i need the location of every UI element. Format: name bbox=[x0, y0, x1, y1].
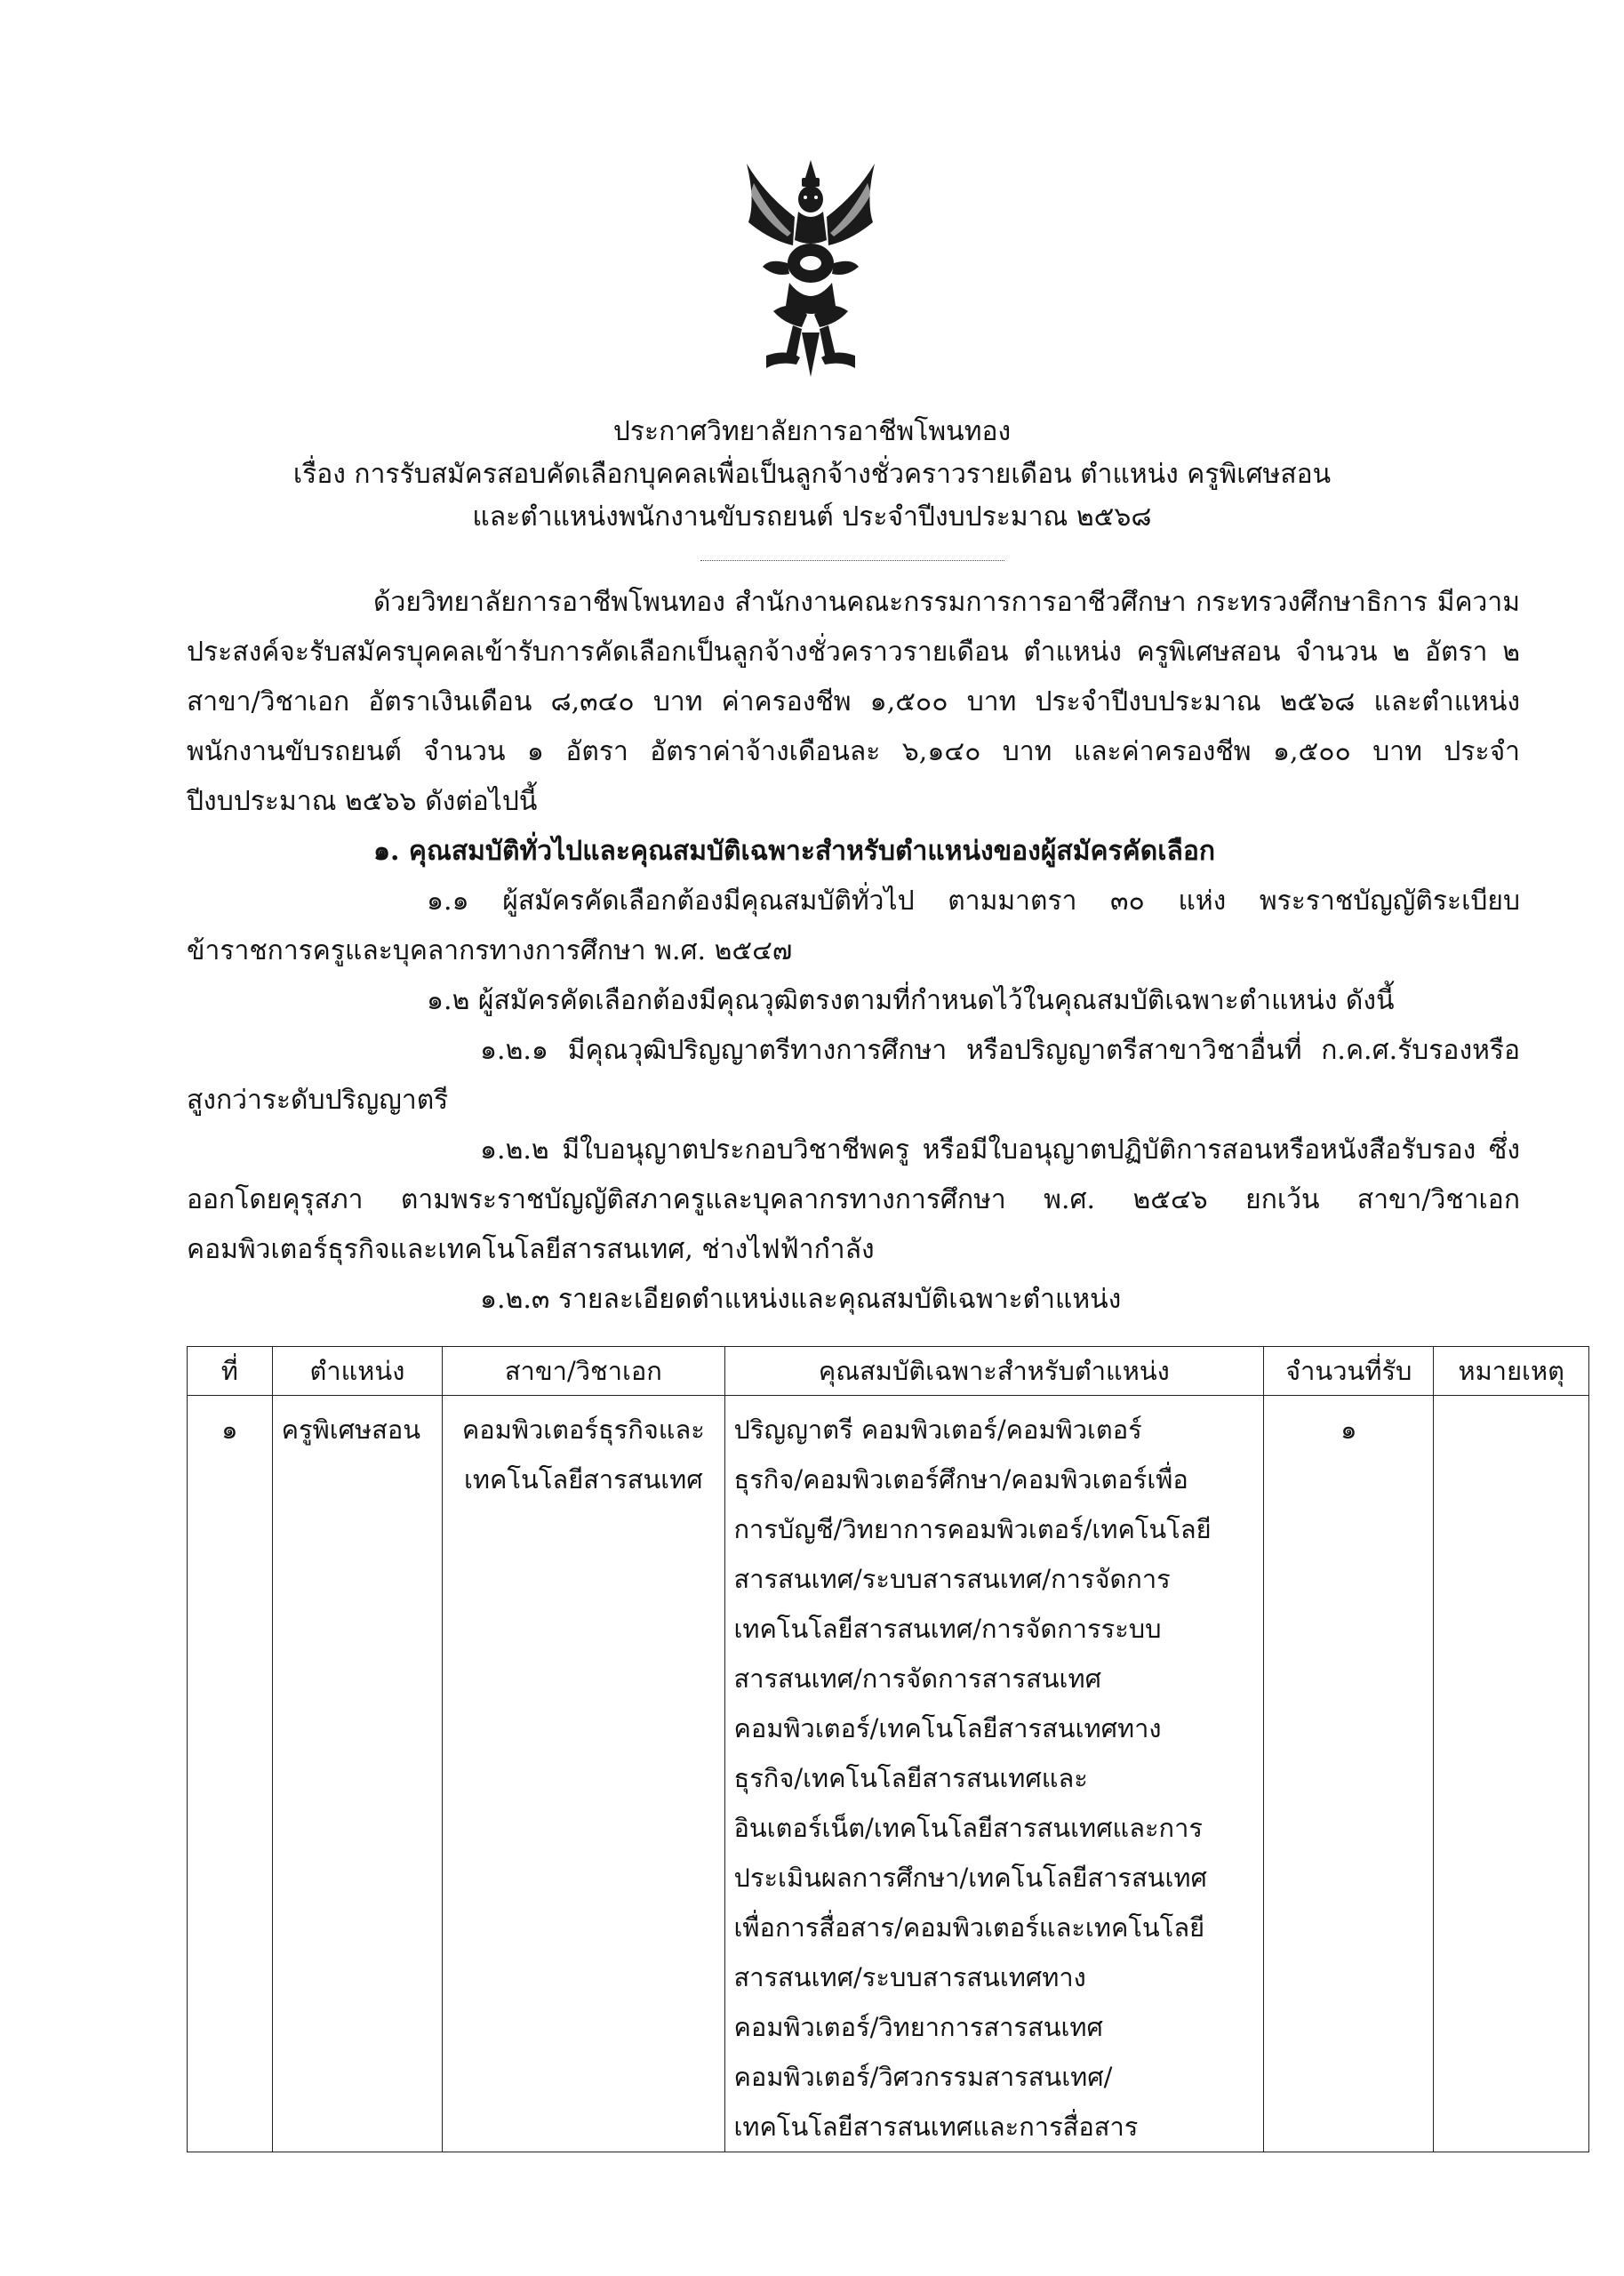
col-header-remark: หมายเหตุ bbox=[1434, 1347, 1589, 1396]
cell-no: ๑ bbox=[188, 1396, 273, 2152]
clause-1-2-1: ๑.๒.๑ มีคุณวุฒิปริญญาตรีทางการศึกษา หรือปริญญาตรีสาขาวิชาอื่นที่ ก.ค.ศ.รับรองหรือ สูงกว่าระดับปริญญาตรี bbox=[187, 1035, 1520, 1116]
qualification-table bbox=[187, 1346, 1589, 2152]
qualification-line: เทคโนโลยีสารสนเทศและการสื่อสาร bbox=[733, 2112, 1139, 2142]
qualification-line: ธุรกิจ/คอมพิวเตอร์ศึกษา/คอมพิวเตอร์เพื่อ bbox=[733, 1464, 1188, 1495]
qualification-line: ปริญญาตรี คอมพิวเตอร์/คอมพิวเตอร์ bbox=[733, 1414, 1142, 1445]
intro-paragraph: ด้วยวิทยาลัยการอาชีพโพนทอง สำนักงานคณะกรรมการการอาชีวศึกษา กระทรวงศึกษาธิการ มีความประสงค์จะรับสมัครบุคคลเข้ารับการคัดเลือกเป็นลูกจ้างชั่วคราวรายเดือน ตำแหน่ง ครูพิเศษสอน จำนวน ๒ อัตรา ๒ สาขา/วิชาเอก อัตราเงินเดือน ๘,๓๔๐ บาท ค่าครองชีพ ๑,๕๐๐ บาท ประจำปีงบประมาณ ๒๕๖๘ และตำแหน่ง พนักงานขับรถยนต์ จำนวน ๑ อัตรา อัตราค่าจ้างเดือนละ ๖,๑๔๐ บาท และค่าครองชีพ ๑,๕๐๐ บาท ประจำปีงบประมาณ ๒๕๖๖ ดังต่อไปนี้ bbox=[187, 587, 1520, 817]
table-row bbox=[188, 1396, 1589, 2152]
qualification-line: การบัญชี/วิทยาการคอมพิวเตอร์/เทคโนโลยี bbox=[733, 1514, 1212, 1544]
announcement-body bbox=[187, 578, 1520, 1325]
announcement-header bbox=[160, 411, 1464, 539]
col-header-qualification: คุณสมบัติเฉพาะสำหรับตำแหน่ง bbox=[724, 1347, 1264, 1396]
qualification-line: ธุรกิจ/เทคโนโลยีสารสนเทศและ bbox=[733, 1763, 1088, 1793]
clause-1-2-3: ๑.๒.๓ รายละเอียดตำแหน่งและคุณสมบัติเฉพาะตำแหน่ง bbox=[480, 1284, 1122, 1315]
col-header-subject: สาขา/วิชาเอก bbox=[443, 1347, 724, 1396]
cell-position: ครูพิเศษสอน bbox=[272, 1396, 443, 2152]
header-divider bbox=[700, 560, 1004, 561]
cell-qualification bbox=[724, 1396, 1264, 2152]
announcement-subject: เรื่อง การรับสมัครสอบคัดเลือกบุคคลเพื่อเป็นลูกจ้างชั่วคราวรายเดือน ตำแหน่ง ครูพิเศษสอน bbox=[292, 459, 1332, 490]
col-header-position: ตำแหน่ง bbox=[272, 1347, 443, 1396]
qualification-line: สารสนเทศ/ระบบสารสนเทศทาง bbox=[733, 1962, 1086, 1992]
announcement-title: ประกาศวิทยาลัยการอาชีพโพนทอง bbox=[612, 416, 1012, 447]
col-header-count: จำนวนที่รับ bbox=[1264, 1347, 1434, 1396]
qualification-line: เพื่อการสื่อสาร/คอมพิวเตอร์และเทคโนโลยี bbox=[733, 1912, 1205, 1943]
section-1-title: ๑. คุณสมบัติทั่วไปและคุณสมบัติเฉพาะสำหรับตำแหน่งของผู้สมัครคัดเลือก bbox=[373, 836, 1216, 867]
cell-remark bbox=[1434, 1396, 1589, 2152]
cell-subject: คอมพิวเตอร์ธุรกิจและเทคโนโลยีสารสนเทศ bbox=[443, 1396, 724, 2152]
qualification-line: สารสนเทศ/การจัดการสารสนเทศ bbox=[733, 1663, 1101, 1694]
clause-1-2-2: ๑.๒.๒ มีใบอนุญาตประกอบวิชาชีพครู หรือมีใบอนุญาตปฏิบัติการสอนหรือหนังสือรับรอง ซึ่งออกโดยคุรุสภา ตามพระราชบัญญัติสภาครูและบุคลากรทางการศึกษา พ.ศ. ๒๕๔๖ ยกเว้น สาขา/วิชาเอก คอมพิวเตอร์ธุรกิจและเทคโนโลยีสารสนเทศ, ช่างไฟฟ้ากำลัง bbox=[187, 1134, 1520, 1265]
qualification-line: อินเตอร์เน็ต/เทคโนโลยีสารสนเทศและการ bbox=[733, 1813, 1203, 1843]
qualification-line: สารสนเทศ/ระบบสารสนเทศ/การจัดการ bbox=[733, 1564, 1171, 1594]
table-header-row bbox=[188, 1347, 1589, 1396]
garuda-emblem-icon bbox=[740, 158, 882, 381]
clause-1-2: ๑.๒ ผู้สมัครคัดเลือกต้องมีคุณวุฒิตรงตามที่กำหนดไว้ในคุณสมบัติเฉพาะตำแหน่ง ดังนี้ bbox=[427, 985, 1395, 1016]
clause-1-1: ๑.๑ ผู้สมัครคัดเลือกต้องมีคุณสมบัติทั่วไป ตามมาตรา ๓๐ แห่ง พระราชบัญญัติระเบียบ ข้าราชการครูและบุคลากรทางการศึกษา พ.ศ. ๒๕๔๗ bbox=[187, 886, 1520, 966]
announcement-subject-cont: และตำแหน่งพนักงานขับรถยนต์ ประจำปีงบประมาณ ๒๕๖๘ bbox=[472, 501, 1152, 533]
qualification-line: คอมพิวเตอร์/เทคโนโลยีสารสนเทศทาง bbox=[733, 1713, 1162, 1743]
col-header-no: ที่ bbox=[188, 1347, 273, 1396]
qualification-line: เทคโนโลยีสารสนเทศ/การจัดการระบบ bbox=[733, 1614, 1162, 1644]
qualification-line: คอมพิวเตอร์/วิทยาการสารสนเทศ bbox=[733, 2012, 1103, 2042]
cell-count: ๑ bbox=[1264, 1396, 1434, 2152]
qualification-line: ประเมินผลการศึกษา/เทคโนโลยีสารสนเทศ bbox=[733, 1863, 1207, 1893]
qualification-line: คอมพิวเตอร์/วิศวกรรมสารสนเทศ/ bbox=[733, 2062, 1113, 2092]
